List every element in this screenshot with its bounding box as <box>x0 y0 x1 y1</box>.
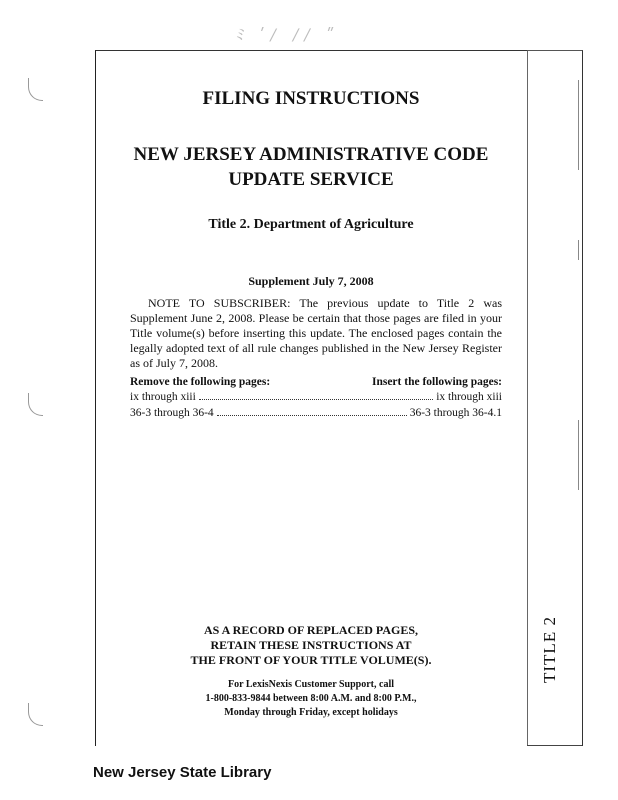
support-line: For LexisNexis Customer Support, call <box>227 679 394 690</box>
customer-support-info <box>95 678 527 720</box>
tab-strip-bottom-edge <box>527 745 582 746</box>
record-line: THE FRONT OF YOUR TITLE VOLUME(S). <box>190 653 432 667</box>
page-title: FILING INSTRUCTIONS <box>202 88 420 109</box>
code-title <box>95 142 527 192</box>
binding-mark <box>578 420 579 490</box>
margin-hole-mark <box>28 703 43 726</box>
dot-leader <box>217 407 407 416</box>
handwritten-scribble: ﾐ ʹ/ ∕∕ ʺ <box>235 25 341 44</box>
tab-strip-divider <box>527 51 528 746</box>
insert-pages-header: Insert the following pages: <box>371 376 502 388</box>
library-stamp: New Jersey State Library <box>93 764 272 781</box>
dot-leader <box>199 391 433 400</box>
page-row <box>130 391 502 403</box>
record-notice <box>95 623 527 668</box>
page-row <box>130 407 502 419</box>
subscriber-note: NOTE TO SUBSCRIBER: The previous update to Title 2 was Supplement June 2, 2008. Please be certain that those pages are filed in your Title volume(s) before inserting this update. The enclosed pages contain the legally adopted text of all rule changes published in the New Jersey Register as of July 7, 2008. <box>130 296 502 370</box>
binding-mark <box>578 240 579 260</box>
margin-hole-mark <box>28 393 43 416</box>
support-hours: Monday through Friday, except holidays <box>224 707 398 718</box>
remove-pages: ix through xiii <box>130 391 196 403</box>
margin-hole-mark <box>28 78 43 101</box>
record-line: RETAIN THESE INSTRUCTIONS AT <box>210 638 412 652</box>
title-tab-label: TITLE 2 <box>540 616 559 684</box>
code-title-line: NEW JERSEY ADMINISTRATIVE CODE <box>133 144 489 165</box>
insert-pages: 36-3 through 36-4.1 <box>409 407 502 419</box>
supplement-date: Supplement July 7, 2008 <box>248 274 374 288</box>
remove-pages: 36-3 through 36-4 <box>130 407 214 419</box>
support-phone: 1-800-833-9844 between 8:00 A.M. and 8:00 P.M., <box>205 693 417 704</box>
insert-pages: ix through xiii <box>436 391 502 403</box>
binding-mark <box>578 80 579 170</box>
code-title-line: UPDATE SERVICE <box>228 169 394 190</box>
remove-pages-header: Remove the following pages: <box>130 376 271 388</box>
record-line: AS A RECORD OF REPLACED PAGES, <box>203 623 419 637</box>
pages-header <box>130 376 502 388</box>
title-department: Title 2. Department of Agriculture <box>208 217 414 232</box>
